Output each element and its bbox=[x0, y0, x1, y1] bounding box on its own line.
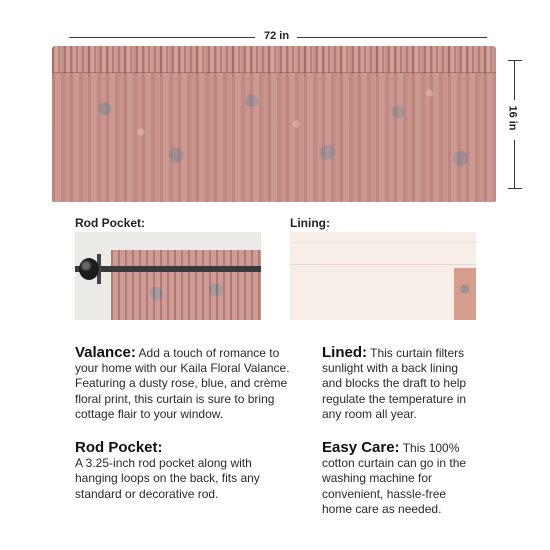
width-dimension-line-right bbox=[297, 37, 487, 38]
lined-body: This curtain filters sunlight with a back lining and blocks the draft to help regulate the temperature in any room all year. bbox=[322, 346, 467, 421]
valance-title: Valance: bbox=[75, 344, 136, 361]
rod-pocket-label: Rod Pocket: bbox=[75, 216, 146, 230]
rod-pocket-description bbox=[75, 440, 275, 502]
lining-image bbox=[290, 232, 476, 320]
lining-fabric-edge bbox=[454, 268, 476, 320]
easy-care-body: This 100% cotton curtain can go in the washing machine for convenient, hassle-free home care as needed. bbox=[322, 441, 467, 516]
lining-seam-top bbox=[290, 242, 476, 243]
rod-pocket-title: Rod Pocket: bbox=[75, 439, 163, 456]
height-dimension-label: 16 in bbox=[506, 105, 519, 131]
height-dimension-tick-bottom bbox=[508, 188, 522, 189]
easy-care-description bbox=[322, 440, 472, 517]
lining-label: Lining: bbox=[290, 216, 330, 230]
rod-pocket-image bbox=[75, 232, 261, 320]
height-dimension-line-bottom bbox=[514, 140, 515, 188]
valance-product-image bbox=[52, 46, 496, 202]
height-dimension-tick-top bbox=[508, 60, 522, 61]
width-dimension-label: 72 in bbox=[264, 30, 290, 42]
rod-pocket-body: A 3.25-inch rod pocket along with hanging loops on the back, fits any standard or decorative rod. bbox=[75, 456, 260, 501]
lining-seam bbox=[290, 264, 476, 265]
valance-body: Add a touch of romance to your home with our Kaila Floral Valance. Featuring a dusty rose, blue, and crème floral print, this curtain is sure to bring cottage flair to your window. bbox=[75, 346, 290, 421]
lined-description bbox=[322, 345, 478, 422]
easy-care-title: Easy Care: bbox=[322, 439, 400, 456]
width-dimension-line-left bbox=[69, 37, 255, 38]
curtain-rod bbox=[75, 266, 261, 272]
rod-pocket-fabric bbox=[111, 250, 261, 320]
valance-description bbox=[75, 345, 295, 422]
lined-title: Lined: bbox=[322, 344, 367, 361]
rod-finial bbox=[79, 258, 99, 280]
height-dimension-line-top bbox=[514, 60, 515, 100]
